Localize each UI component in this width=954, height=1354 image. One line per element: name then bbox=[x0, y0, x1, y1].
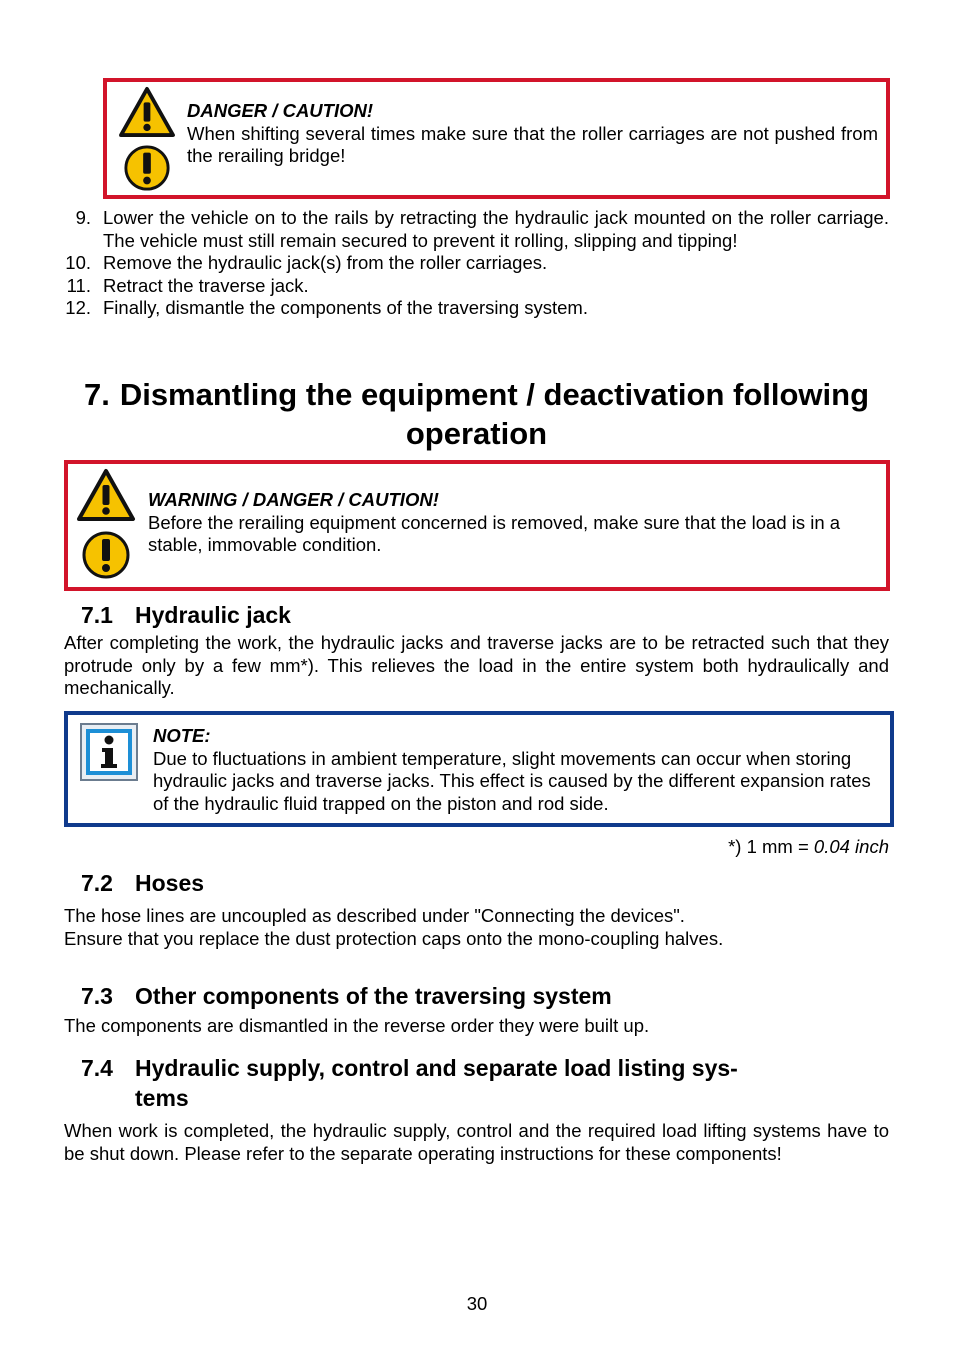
note-box bbox=[64, 711, 894, 827]
list-item-number: 11. bbox=[66, 274, 91, 296]
list-item-text: Remove the hydraulic jack(s) from the roller carriages. bbox=[103, 252, 548, 274]
list-item-number: 12. bbox=[65, 297, 91, 319]
subsection-number: 7.4 bbox=[81, 1055, 113, 1081]
warning-box bbox=[64, 460, 890, 591]
section-heading bbox=[64, 375, 889, 453]
list-item-text: Finally, dismantle the components of the traversing system. bbox=[103, 297, 588, 319]
subsection-title-line2: tems bbox=[135, 1085, 189, 1111]
warning-triangle-icon bbox=[76, 468, 136, 522]
paragraph-line: Ensure that you replace the dust protection caps onto the mono-coupling halves. bbox=[64, 927, 724, 949]
section-title-line2: operation bbox=[405, 416, 548, 451]
list-item bbox=[64, 297, 889, 320]
warning-text: Before the rerailing equipment concerned is removed, make sure that the load is in a stable, immovable condition. bbox=[148, 511, 841, 556]
subsection-title: Hoses bbox=[135, 870, 205, 896]
paragraph bbox=[64, 905, 889, 950]
paragraph-line: The hose lines are uncoupled as described under "Connecting the devices". bbox=[64, 905, 685, 926]
subsection-heading bbox=[81, 868, 204, 898]
list-item-number: 9. bbox=[75, 207, 91, 228]
list-item-number: 10. bbox=[65, 252, 91, 274]
list-item bbox=[64, 275, 889, 298]
footnote bbox=[64, 836, 889, 859]
danger-box bbox=[103, 78, 890, 199]
footnote-prefix: *) 1 mm = bbox=[728, 836, 814, 857]
exclamation-circle-icon bbox=[123, 144, 171, 192]
list-item-text: Lower the vehicle on to the rails by retracting the hydraulic jack mounted on the roller carriage. The vehicle must still remain secured to prevent it rolling, slipping and tipping! bbox=[103, 207, 889, 251]
danger-title: DANGER / CAUTION! bbox=[187, 100, 374, 121]
subsection-title: Other components of the traversing system bbox=[135, 983, 612, 1009]
danger-text: When shifting several times make sure that the roller carriages are not pushed from the rerailing bridge! bbox=[187, 122, 878, 167]
section-number: 7. bbox=[83, 377, 110, 412]
paragraph: When work is completed, the hydraulic supply, control and the required load lifting systems have to be shut down. Please refer to the separate operating instructions for these components! bbox=[64, 1120, 889, 1164]
list-item bbox=[64, 252, 889, 275]
step-list bbox=[64, 207, 889, 320]
list-item-text: Retract the traverse jack. bbox=[103, 274, 309, 296]
subsection-number: 7.2 bbox=[81, 870, 113, 896]
subsection-heading bbox=[81, 600, 291, 630]
note-text: Due to fluctuations in ambient temperature, slight movements can occur when storing hydraulic jacks and traverse jacks. This effect is caused by the different expansion rates of the hydraulic fluid trapped on the piston and rod side. bbox=[153, 747, 871, 814]
paragraph: The components are dismantled in the reverse order they were built up. bbox=[64, 1015, 650, 1036]
subsection-number: 7.3 bbox=[81, 983, 113, 1009]
subsection-number: 7.1 bbox=[81, 602, 113, 628]
list-item bbox=[64, 207, 889, 252]
info-icon bbox=[80, 723, 138, 781]
exclamation-circle-icon bbox=[81, 530, 131, 580]
subsection-title: Hydraulic jack bbox=[135, 602, 291, 628]
warning-triangle-icon bbox=[118, 86, 176, 138]
subsection-title-line1: Hydraulic supply, control and separate load listing sys- bbox=[135, 1055, 738, 1081]
warning-title: WARNING / DANGER / CAUTION! bbox=[148, 489, 439, 510]
paragraph: After completing the work, the hydraulic jacks and traverse jacks are to be retracted such that they protrude only by a few mm*). This relieves the load in the entire system both hydraulically and mechanically. bbox=[64, 632, 889, 699]
section-title-line1: Dismantling the equipment / deactivation following bbox=[119, 377, 870, 412]
subsection-heading bbox=[81, 981, 612, 1011]
note-title: NOTE: bbox=[153, 725, 211, 746]
page-number: 30 bbox=[466, 1293, 488, 1314]
footnote-value: 0.04 inch bbox=[813, 836, 889, 857]
subsection-heading bbox=[81, 1053, 738, 1113]
